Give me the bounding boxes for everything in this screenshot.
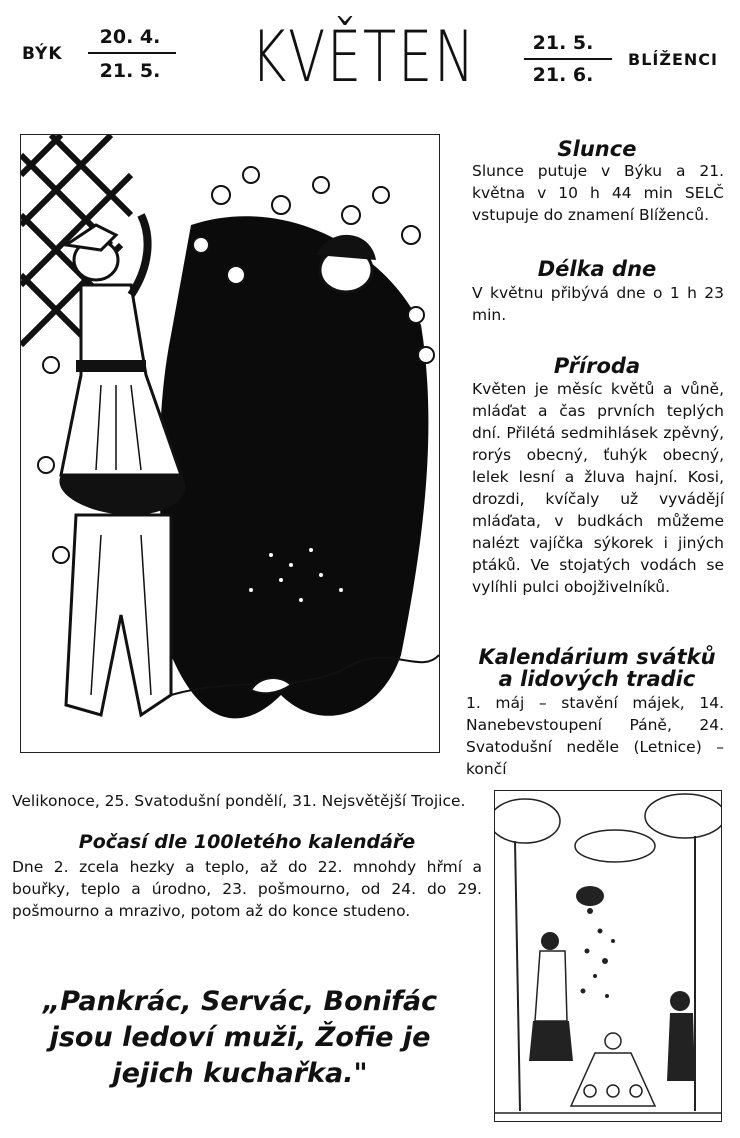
section-text-kalendarium-continued: Velikonoce, 25. Svatodušní pondělí, 31. Nejsvětější Trojice.	[12, 792, 466, 810]
section-title-slunce: Slunce	[557, 137, 637, 161]
section-title-kalendarium-1: Kalendárium svátků	[478, 645, 716, 669]
section-text-pocasi: Dne 2. zcela hezky a teplo, až do 22. mnohdy hřmí a bouřky, teplo a úrodno, 23. pošmourno, od 24. do 29. pošmourno a mrazivo, potom až do konce studeno.	[12, 858, 482, 920]
illustration-flower-shower-art	[495, 791, 721, 1121]
section-title-pocasi: Počasí dle 100letého kalendáře	[78, 831, 416, 853]
zodiac-date-from-right: 21. 5.	[532, 32, 594, 54]
zodiac-date-from-left: 20. 4.	[99, 26, 161, 48]
section-text-delka-dne: V květnu přibývá dne o 1 h 23 min.	[472, 284, 724, 324]
month-title: KVĚTEN	[250, 16, 477, 98]
section-text-slunce: Slunce putuje v Býku a 21. května v 10 h 44 min SELČ vstupuje do znamení Blíženců.	[472, 162, 724, 224]
zodiac-sign-right: BLÍŽENCI	[628, 50, 718, 69]
section-text-kalendarium: 1. máj – stavění májek, 14. Nanebevstoupení Páně, 24. Svatodušní neděle (Letnice) – končí	[466, 694, 724, 778]
section-title-kalendarium-2: a lidových tradic	[498, 667, 696, 691]
quote-line-3: jejich kuchařka."	[112, 1058, 368, 1089]
date-divider-left	[88, 52, 176, 54]
zodiac-sign-left: BÝK	[22, 44, 63, 64]
illustration-garden-ladies-art	[21, 135, 439, 752]
quote-line-1: „Pankrác, Servác, Bonifác	[42, 986, 438, 1017]
quote-line-2: jsou ledoví muži, Žofie je	[49, 1022, 431, 1053]
date-divider-right	[524, 58, 612, 60]
zodiac-date-to-left: 21. 5.	[99, 60, 161, 82]
section-text-priroda: Květen je měsíc květů a vůně, mláďat a čas prvních teplých dní. Přilétá sedmihlásek zpěvný, rorýs obecný, ťuhýk obecný, lelek lesní a žluva hajní. Kosi, drozdi, kvíčaly už vyvádějí mláďata, v budkách můžeme nalézt vajíčka sýkorek i jiných ptáků. Ve stojatých vodách se vylíhli pulci obojživelníků.	[472, 380, 724, 596]
section-title-priroda: Příroda	[553, 354, 641, 378]
zodiac-date-to-right: 21. 6.	[532, 64, 594, 86]
illustration-flower-shower	[494, 790, 722, 1122]
section-title-delka-dne: Délka dne	[537, 257, 657, 281]
illustration-garden-ladies	[20, 134, 440, 753]
